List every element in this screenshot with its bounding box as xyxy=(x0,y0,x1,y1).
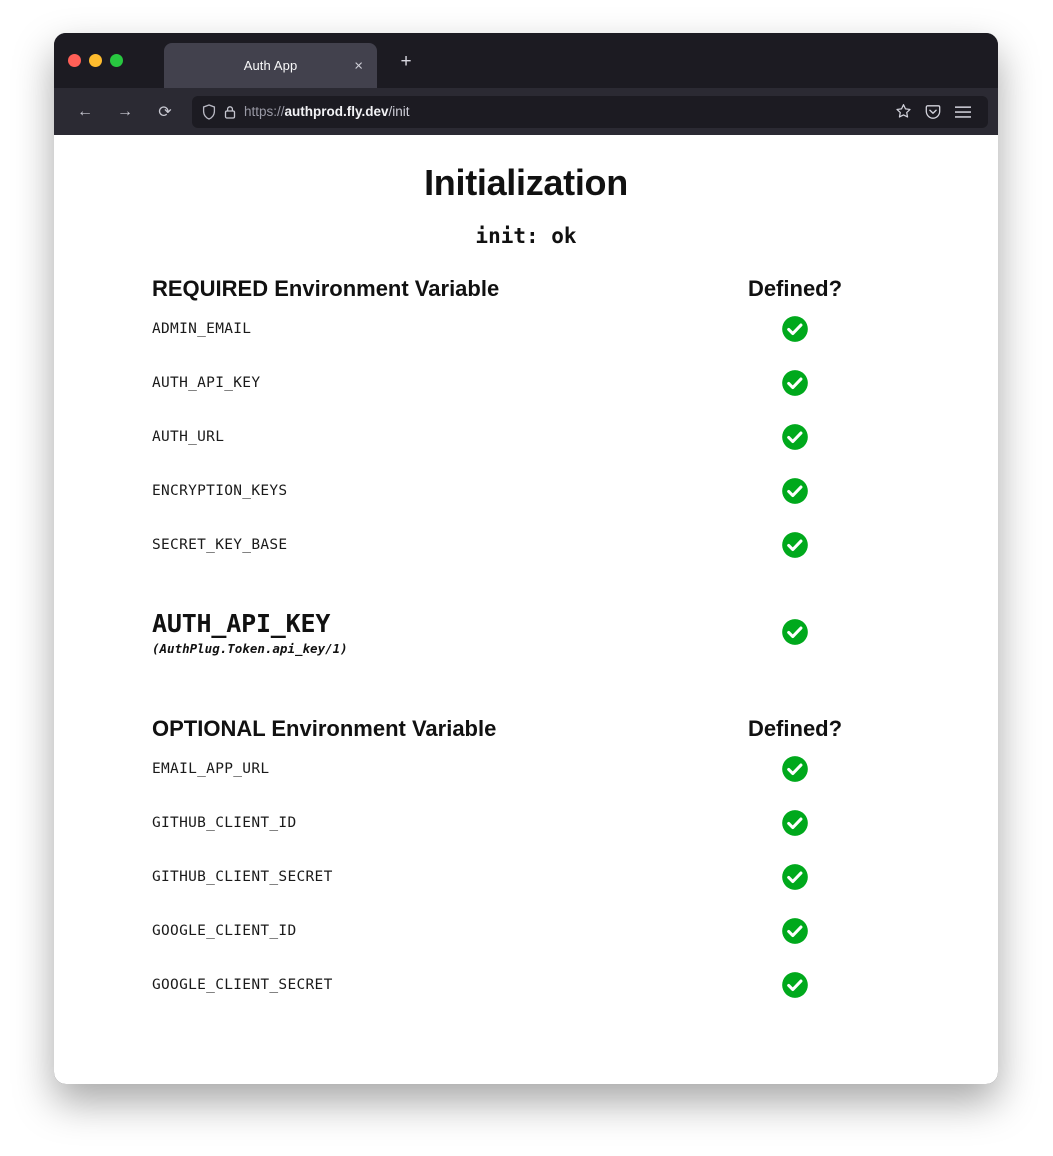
env-var-name: GOOGLE_CLIENT_SECRET xyxy=(152,977,333,993)
defined-cell xyxy=(690,315,900,343)
table-row xyxy=(152,410,900,464)
hamburger-menu-icon[interactable] xyxy=(948,97,978,127)
pocket-icon[interactable] xyxy=(918,97,948,127)
lock-icon xyxy=(224,105,236,119)
browser-window xyxy=(54,33,998,1084)
check-circle-icon xyxy=(781,917,809,945)
check-circle-icon xyxy=(781,755,809,783)
reload-icon[interactable]: ⟳ xyxy=(158,103,172,121)
optional-header-defined: Defined? xyxy=(747,716,843,741)
back-icon[interactable]: ← xyxy=(77,102,93,120)
check-circle-icon xyxy=(781,315,809,343)
defined-cell xyxy=(690,755,900,783)
defined-cell xyxy=(690,917,900,945)
table-row xyxy=(152,302,900,356)
defined-cell xyxy=(690,618,900,646)
defined-cell xyxy=(690,863,900,891)
table-row xyxy=(152,796,900,850)
optional-section-header xyxy=(152,716,900,742)
shield-icon xyxy=(202,104,216,120)
env-var-name: SECRET_KEY_BASE xyxy=(152,537,288,553)
env-var-name: AUTH_URL xyxy=(152,429,225,445)
table-row xyxy=(152,850,900,904)
url-path: /init xyxy=(388,104,410,119)
init-status-text: init: ok xyxy=(475,224,577,248)
check-circle-icon xyxy=(781,809,809,837)
tab-strip xyxy=(54,33,998,88)
navigation-toolbar xyxy=(54,88,998,135)
check-circle-icon xyxy=(781,531,809,559)
defined-cell xyxy=(690,531,900,559)
close-window-button[interactable] xyxy=(68,54,81,67)
tab-title: Auth App xyxy=(243,58,298,73)
required-env-section xyxy=(54,276,998,660)
bookmark-star-icon[interactable] xyxy=(888,97,918,127)
minimize-window-button[interactable] xyxy=(89,54,102,67)
table-row xyxy=(152,742,900,796)
address-bar-actions xyxy=(888,97,978,127)
auth-api-key-feature-row xyxy=(152,604,900,660)
close-icon[interactable]: × xyxy=(354,57,363,74)
table-row xyxy=(152,464,900,518)
check-circle-icon xyxy=(781,971,809,999)
env-var-name: GOOGLE_CLIENT_ID xyxy=(152,923,297,939)
table-row xyxy=(152,356,900,410)
env-var-name: GITHUB_CLIENT_ID xyxy=(152,815,297,831)
table-row xyxy=(152,904,900,958)
url-text xyxy=(244,104,410,119)
check-circle-icon xyxy=(781,618,809,646)
feature-subtitle: (AuthPlug.Token.api_key/1) xyxy=(152,640,348,656)
defined-cell xyxy=(690,369,900,397)
zoom-window-button[interactable] xyxy=(110,54,123,67)
env-var-name: GITHUB_CLIENT_SECRET xyxy=(152,869,333,885)
required-section-header xyxy=(152,276,900,302)
forward-icon[interactable]: → xyxy=(117,102,133,120)
tab-auth-app[interactable] xyxy=(164,43,377,88)
url-prefix: https:// xyxy=(244,104,285,119)
url-host: authprod.fly.dev xyxy=(284,104,389,119)
defined-cell xyxy=(690,423,900,451)
env-var-name: AUTH_API_KEY xyxy=(152,375,261,391)
new-tab-button[interactable]: + xyxy=(400,51,412,72)
defined-cell xyxy=(690,477,900,505)
optional-header-label: OPTIONAL Environment Variable xyxy=(152,716,497,741)
defined-cell xyxy=(690,971,900,999)
address-bar[interactable] xyxy=(192,96,988,128)
defined-cell xyxy=(690,809,900,837)
env-var-name: EMAIL_APP_URL xyxy=(152,761,270,777)
env-var-name: ADMIN_EMAIL xyxy=(152,321,252,337)
table-row xyxy=(152,518,900,572)
check-circle-icon xyxy=(781,863,809,891)
feature-labels xyxy=(152,609,690,656)
required-header-label: REQUIRED Environment Variable xyxy=(152,276,500,301)
feature-title: AUTH_API_KEY xyxy=(152,608,331,638)
env-var-name: ENCRYPTION_KEYS xyxy=(152,483,288,499)
check-circle-icon xyxy=(781,423,809,451)
check-circle-icon xyxy=(781,477,809,505)
window-controls xyxy=(68,54,123,67)
page-content xyxy=(54,135,998,1084)
page-title: Initialization xyxy=(424,162,628,203)
check-circle-icon xyxy=(781,369,809,397)
required-header-defined: Defined? xyxy=(747,276,843,301)
optional-env-section xyxy=(54,716,998,1012)
table-row xyxy=(152,958,900,1012)
